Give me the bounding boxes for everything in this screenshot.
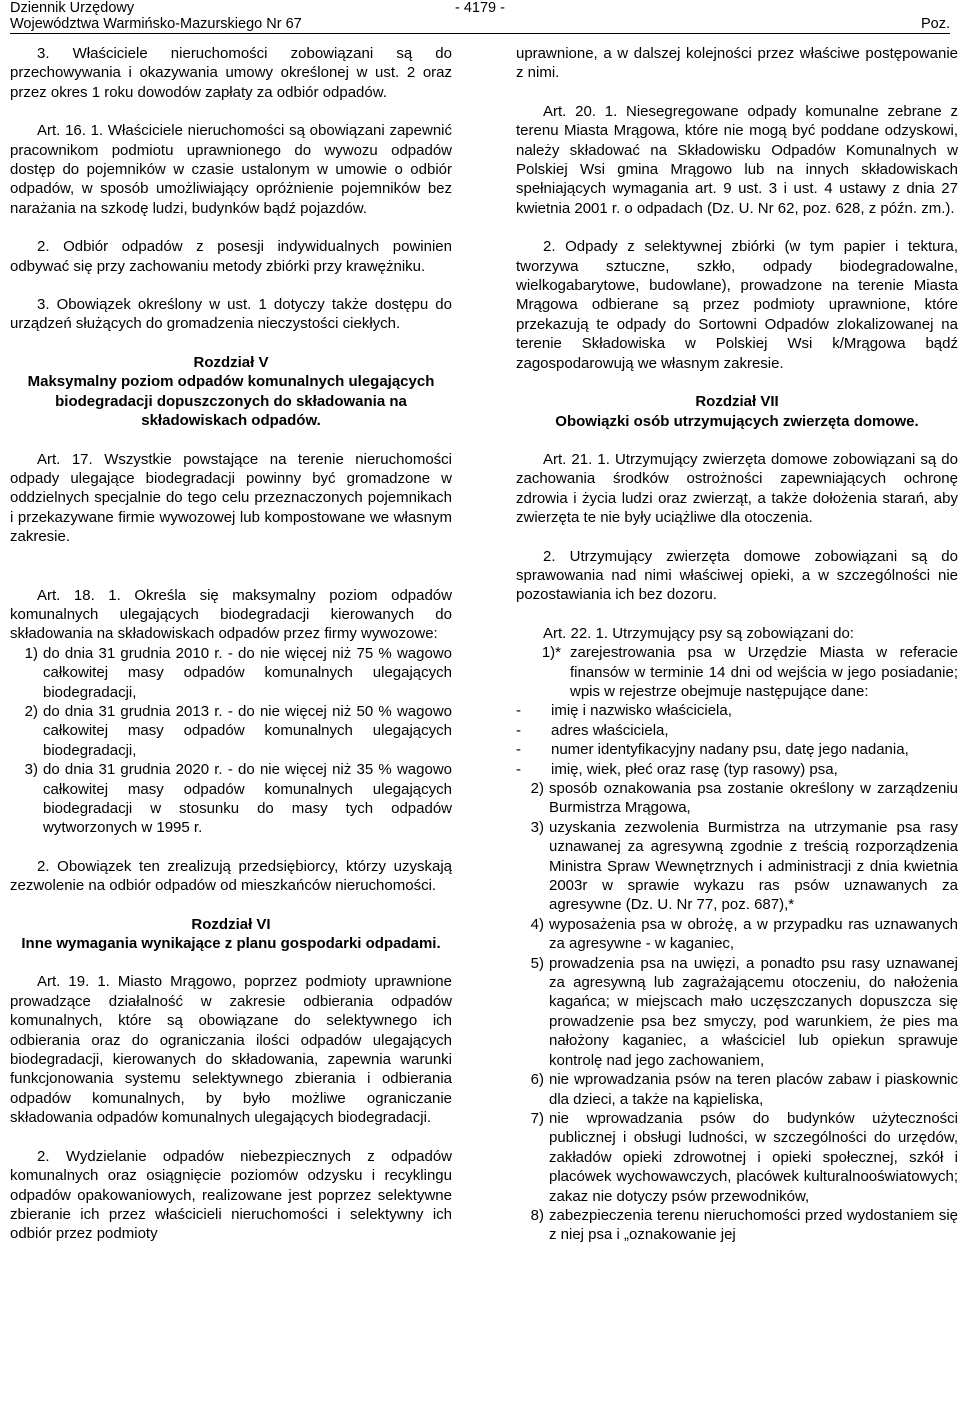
list-item [516,915,958,954]
dash-item [516,721,958,740]
list-item [10,760,452,838]
position-label: Poz. [920,16,950,32]
page-number: - 4179 - [455,0,505,16]
article-22-intro: Art. 22. 1. Utrzymujący psy są zobowiązani do: [543,624,854,642]
list-text: uzyskania zezwolenia Burmistrza na utrzymanie psa rasy uznawanej za agresywną zgodnie z treścią rozporządzenia Ministra Spraw Wewnętrznych i administracji z dnia kwietnia 2003r w sprawie wykazu ras psów uznawanych za agresywne (Dz. U. Nr 77, poz. 687),* [549,818,958,914]
dash-marker: - [516,760,521,778]
paragraph: 3. Obowiązek określony w ust. 1 dotyczy także dostępu do urządzeń służących do gromadzenia nieczystości ciekłych. [10,296,452,333]
paragraph: 2. Utrzymujący zwierzęta domowe zobowiązani są do sprawowania nad nimi właściwej opieki, a w szczególności nie pozostawiania ich bez dozoru. [516,547,958,604]
list-text: imię, wiek, płeć oraz rasę (typ rasowy) psa, [551,760,838,778]
journal-name: Dziennik Urzędowy [10,0,135,16]
article-18-intro: Art. 18. 1. Określa się maksymalny poziom odpadów komunalnych ulegających biodegradacji kierowanych do składowania na składowiskach odpadów przez firmy wywozowe: [10,586,452,643]
list-number: 3) [24,761,38,779]
dash-item [516,760,958,779]
list-number: 4) [530,915,544,933]
list-number: 2) [24,702,38,720]
list-text: wyposażenia psa w obrożę, a w przypadku ras uznawanych za agresywne - w kaganiec, [549,915,958,953]
list-item [516,779,958,818]
left-column [10,44,452,1263]
list-number: 5) [530,954,544,972]
chapter-6-heading [10,915,452,954]
list-item [10,644,452,702]
list-item [516,1206,958,1245]
paragraph: 3. Właściciele nieruchomości zobowiązani są do przechowywania i okazywania umowy określonej w ust. 2 oraz przez okres 1 roku dowodów zapłaty za odbiór odpadów. [10,45,452,101]
dash-marker: - [516,702,521,720]
list-text: zabezpieczenia terenu nieruchomości przed wydostaniem się z niej psa i „oznakowanie jej [549,1206,958,1244]
header-divider [10,33,950,34]
chapter-subtitle: Maksymalny poziom odpadów komunalnych ulegających biodegradacji dopuszczonych do składowania na składowiskach odpadów. [27,373,435,430]
paragraph: 2. Obowiązek ten zrealizują przedsiębiorcy, którzy uzyskają zezwolenie na odbiór odpadów od mieszkańców nieruchomości. [10,857,452,895]
list-text: do dnia 31 grudnia 2010 r. - do nie więcej niż 75 % wagowo całkowitej masy odpadów komunalnych ulegających biodegradacji, [43,644,452,701]
chapter-subtitle: Obowiązki osób utrzymujących zwierzęta domowe. [555,412,919,430]
dash-item [516,701,958,720]
chapter-title: Rozdział VII [695,393,779,411]
list-text: adres właściciela, [551,721,669,739]
list-number: 7) [530,1109,544,1127]
list-text: do dnia 31 grudnia 2013 r. - do nie więcej niż 50 % wagowo całkowitej masy odpadów komunalnych ulegających biodegradacji, [43,702,452,759]
list-text: prowadzenia psa na uwięzi, a ponadto psu rasy uznawanej za agresywną lub zagrażającemu otoczeniu, do nałożenia kagańca; w miejscach mało uczęszczanych dopuszcza się prowadzenie psa bez smyczy, pod warunkiem, że pies ma nałożony kaganiec, a właściciel lub opiekun sprawuje kontrolę nad jego zachowaniem, [549,954,958,1069]
list-number: 1) [24,644,38,662]
chapter-5-heading [10,353,452,431]
chapter-title: Rozdział VI [191,915,271,933]
paragraph: 2. Odbiór odpadów z posesji indywidualnych powinien odbywać się przy zachowaniu metody zbiórki przy krawężniku. [10,238,452,275]
paragraph: 2. Wydzielanie odpadów niebezpiecznych z odpadów komunalnych oraz osiągnięcie poziomów odzysku i recyklingu odpadów opakowaniowych, realizowane jest poprzez selektywne zbieranie ich przez właścicieli nieruchomości i selektywny ich odbiór przez podmioty [10,1147,452,1243]
list-number: 3) [530,818,544,836]
paragraph: 2. Odpady z selektywnej zbiórki (w tym papier i tektura, tworzywa sztuczne, szkło, odpady biodegradowalne, wielkogabarytowe, budowlane), prowadzone na terenie Miasta Mrągowa odbierane są przez podmioty uprawnione, które przekazują te odpady do Sortowni Odpadów zlokalizowanej na terenie Składowiska w Polskiej Wsi k/Mrągowa bądź zagospodarowują we własnym zakresie. [516,238,958,372]
article-19: Art. 19. 1. Miasto Mrągowo, poprzez podmioty uprawnione prowadzące działalność w zakresie odbierania odpadów komunalnych, które są obowiązane do selektywnego ich odbierania oraz do ograniczania ilości odpadów ulegających biodegradacji, kierowanych do składowania, zapewnia warunki funkcjonowania systemu selektywnego zbierania i odbierania odpadów komunalnych, by było możliwe ograniczanie składowania odpadów komunalnych ulegających biodegradacji. [10,973,452,1127]
chapter-subtitle: Inne wymagania wynikające z planu gospodarki odpadami. [21,935,441,953]
article-18 [10,586,452,838]
list-item [516,954,958,1070]
chapter-title: Rozdział V [193,353,269,371]
list-text: nie wprowadzania psów na teren placów zabaw i piaskownic dla dzieci, a także na kąpieliska, [549,1071,958,1108]
article-17: Art. 17. Wszystkie powstające na terenie nieruchomości odpady ulegające biodegradacji powinny być gromadzone w oddzielnych specjalnie do tego celu przeznaczonych pojemnikach i przekazywane firmie wywozowej lub kompostowane we własnym zakresie. [10,450,452,546]
article-20: Art. 20. 1. Niesegregowane odpady komunalne zebrane z terenu Miasta Mrągowa, które nie mogą być poddane odzyskowi, należy składować na Składowisku Odpadów Komunalnych w Polskiej Wsi gmina Mrągowo lub na innych składowiskach spełniających wymagania art. 9 ust. 3 i ust. 4 ustawy z dnia 27 kwietnia 2001 r. o odpadach (Dz. U. Nr 62, poz. 628, z późn. zm.). [516,102,958,217]
article-21: Art. 21. 1. Utrzymujący zwierzęta domowe zobowiązani są do zachowania środków ostrożności zapewniających ochronę zdrowia i życia ludzi oraz zwierząt, a także dołożenia starań, aby zwierzęta te nie były uciążliwe dla otoczenia. [516,450,958,527]
list-item [516,818,958,915]
page-header [10,0,950,32]
list-number: 2) [530,780,544,797]
paragraph: uprawnione, a w dalszej kolejności przez właściwe postępowanie z nimi. [516,45,958,82]
list-item [10,702,452,760]
dash-marker: - [516,741,521,759]
list-item [516,1109,958,1206]
list-text: do dnia 31 grudnia 2020 r. - do nie więcej niż 35 % wagowo całkowitej masy odpadów komunalnych ulegających biodegradacji w stosunku do masy tych odpadów wytworzonych w 1995 r. [43,761,452,837]
list-text: zarejestrowania psa w Urzędzie Miasta w referacie finansów w terminie 14 dni od wejścia w jego posiadanie; wpis w rejestrze obejmuje następujące dane: [570,644,958,700]
list-text: sposób oznakowania psa zostanie określony w zarządzeniu Burmistrza Mrągowa, [549,780,958,817]
right-column [516,44,958,1245]
list-number: 8) [530,1206,544,1224]
list-text: nie wprowadzania psów do budynków użyteczności publicznej i obsługi ludności, w szczególności do urzędów, zakładów opieki zdrowotnej i opieki społecznej, szkół i placówek wychowawczych, placówek kulturalnooświatowych; zakaz nie dotyczy psów przewodników, [549,1109,958,1205]
article-22 [516,624,958,1245]
list-text: numer identyfikacyjny nadany psu, datę jego nadania, [551,741,909,759]
article-16: Art. 16. 1. Właściciele nieruchomości są obowiązani zapewnić pracownikom podmiotu uprawnionego do wywozu odpadów dostęp do pojemników w czasie ustalonym w umowie o odbiór odpadów, w sposób umożliwiający opróżnienie pojemników bez narażania na szkodę ludzi, budynków bądź pojazdów. [10,122,452,217]
list-number: 1)* [541,644,561,662]
journal-region: Województwa Warmińsko-Mazurskiego Nr 67 [10,16,302,32]
list-item [516,1070,958,1109]
dash-marker: - [516,721,521,739]
dash-item [516,740,958,759]
list-number: 6) [530,1071,544,1089]
list-item [516,643,958,701]
list-text: imię i nazwisko właściciela, [551,702,732,720]
chapter-7-heading [516,392,958,431]
